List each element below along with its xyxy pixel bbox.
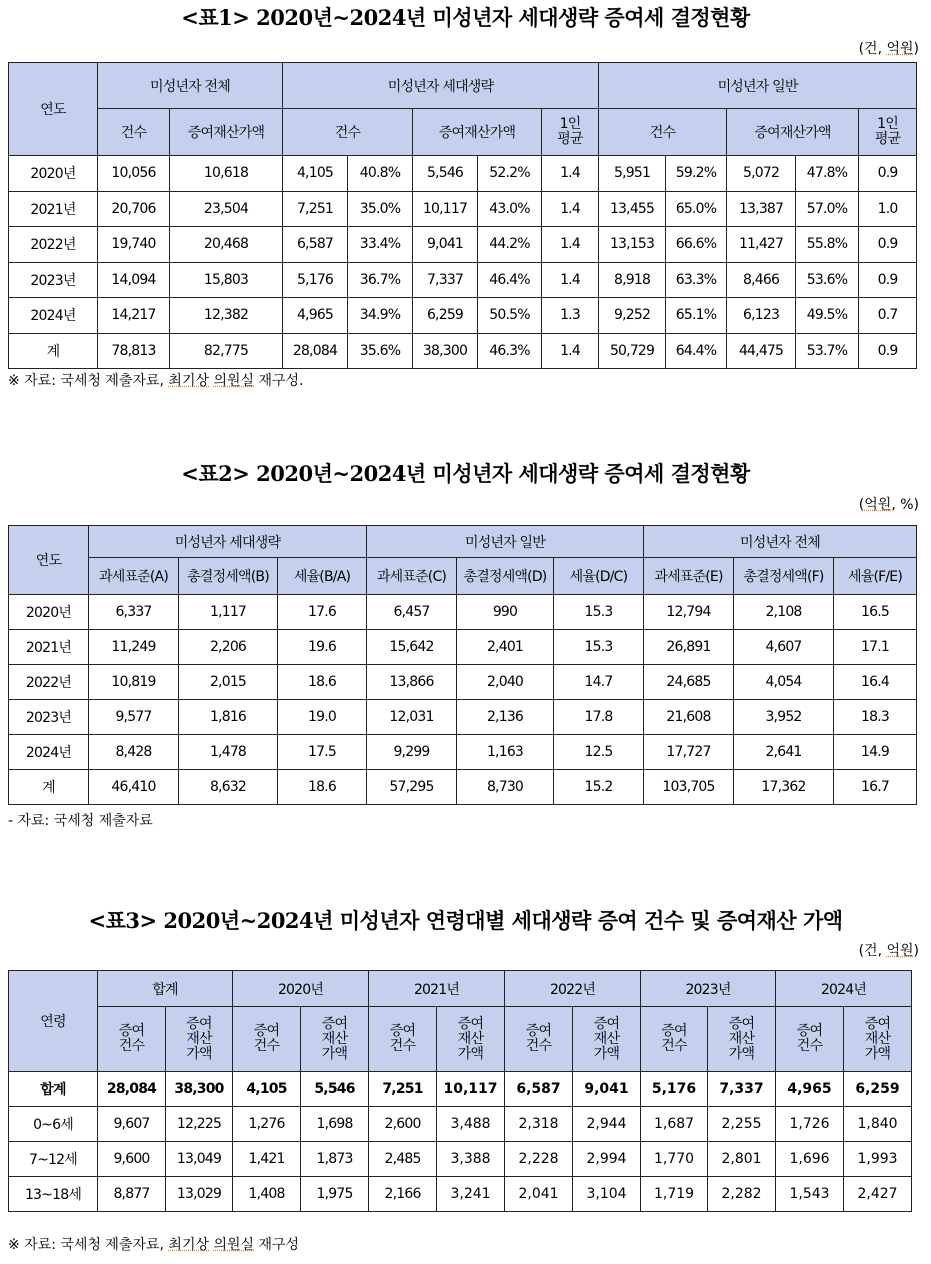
cell-t-cnt: 14,217 bbox=[98, 298, 170, 334]
cell-value: 2,206 bbox=[179, 630, 278, 665]
header-tax-amount-f: 총결정세액(F) bbox=[734, 558, 834, 595]
row-label: 2021년 bbox=[9, 630, 89, 665]
cell-t-cnt: 19,740 bbox=[98, 227, 170, 263]
cell-s-cnt: 6,587 bbox=[283, 227, 348, 263]
cell-s-cnt-pct: 40.8% bbox=[348, 156, 413, 192]
header-count: 건수 bbox=[599, 109, 727, 156]
cell-gift-count: 4,105 bbox=[233, 1072, 301, 1107]
header-tax-amount-b: 총결정세액(B) bbox=[179, 558, 278, 595]
cell-gift-count: 1,421 bbox=[233, 1142, 301, 1177]
header-gift-count: 증여 건수 bbox=[98, 1007, 166, 1072]
cell-g-cnt: 13,455 bbox=[599, 191, 666, 227]
table-row bbox=[9, 227, 917, 263]
cell-g-cnt: 8,918 bbox=[599, 262, 666, 298]
cell-s-cnt: 4,105 bbox=[283, 156, 348, 192]
cell-t-amt: 23,504 bbox=[170, 191, 283, 227]
table-row bbox=[9, 1177, 912, 1212]
cell-gift-amount: 3,488 bbox=[437, 1107, 505, 1142]
cell-t-cnt: 20,706 bbox=[98, 191, 170, 227]
header-avg: 1인 평균 bbox=[542, 109, 599, 156]
cell-s-avg: 1.4 bbox=[542, 191, 599, 227]
cell-value: 12,031 bbox=[367, 700, 457, 735]
cell-g-avg: 0.9 bbox=[859, 262, 917, 298]
cell-value: 16.7 bbox=[834, 770, 917, 805]
cell-value: 21,608 bbox=[644, 700, 734, 735]
cell-s-amt-pct: 46.3% bbox=[478, 333, 542, 369]
cell-value: 12,794 bbox=[644, 595, 734, 630]
cell-value: 2,136 bbox=[457, 700, 554, 735]
cell-value: 17.6 bbox=[278, 595, 367, 630]
cell-s-avg: 1.4 bbox=[542, 262, 599, 298]
cell-s-cnt-pct: 36.7% bbox=[348, 262, 413, 298]
cell-value: 4,054 bbox=[734, 665, 834, 700]
cell-gift-count: 6,587 bbox=[505, 1072, 573, 1107]
cell-gift-count: 1,719 bbox=[641, 1177, 708, 1212]
header-year: 연도 bbox=[9, 63, 98, 156]
cell-value: 9,299 bbox=[367, 735, 457, 770]
table2 bbox=[8, 525, 917, 805]
cell-gift-count: 7,251 bbox=[369, 1072, 437, 1107]
row-label: 2022년 bbox=[9, 665, 89, 700]
cell-value: 9,577 bbox=[89, 700, 179, 735]
cell-s-cnt-pct: 33.4% bbox=[348, 227, 413, 263]
table-row bbox=[9, 770, 917, 805]
cell-gift-amount: 1,975 bbox=[301, 1177, 369, 1212]
header-count: 건수 bbox=[283, 109, 413, 156]
cell-value: 57,295 bbox=[367, 770, 457, 805]
cell-g-amt: 5,072 bbox=[727, 156, 796, 192]
cell-value: 6,457 bbox=[367, 595, 457, 630]
header-group-2023: 2023년 bbox=[641, 971, 776, 1007]
cell-value: 17,727 bbox=[644, 735, 734, 770]
header-group-2024: 2024년 bbox=[776, 971, 912, 1007]
cell-g-cnt: 50,729 bbox=[599, 333, 666, 369]
cell-t-amt: 82,775 bbox=[170, 333, 283, 369]
table3-title: <표3> 2020년~2024년 미성년자 연령대별 세대생략 증여 건수 및 증여재산 가액 bbox=[88, 908, 843, 933]
cell-value: 24,685 bbox=[644, 665, 734, 700]
header-group-2021: 2021년 bbox=[369, 971, 505, 1007]
cell-value: 16.4 bbox=[834, 665, 917, 700]
cell-gift-amount: 1,993 bbox=[844, 1142, 912, 1177]
header-group-total: 미성년자 전체 bbox=[644, 526, 917, 558]
cell-value: 19.6 bbox=[278, 630, 367, 665]
cell-value: 17,362 bbox=[734, 770, 834, 805]
cell-t-amt: 10,618 bbox=[170, 156, 283, 192]
cell-g-cnt: 9,252 bbox=[599, 298, 666, 334]
cell-value: 4,607 bbox=[734, 630, 834, 665]
row-label: 계 bbox=[9, 770, 89, 805]
row-label: 2024년 bbox=[9, 298, 98, 334]
header-tax-base-a: 과세표준(A) bbox=[89, 558, 179, 595]
cell-gift-amount: 2,282 bbox=[708, 1177, 776, 1212]
table-row bbox=[9, 700, 917, 735]
cell-s-cnt: 4,965 bbox=[283, 298, 348, 334]
header-rate-dc: 세율(D/C) bbox=[554, 558, 644, 595]
cell-g-amt-pct: 55.8% bbox=[796, 227, 859, 263]
cell-gift-count: 1,543 bbox=[776, 1177, 844, 1212]
header-gift-count: 증여 건수 bbox=[233, 1007, 301, 1072]
cell-gift-count: 28,084 bbox=[98, 1072, 166, 1107]
header-tax-base-c: 과세표준(C) bbox=[367, 558, 457, 595]
cell-g-cnt-pct: 66.6% bbox=[666, 227, 727, 263]
header-group-skip: 미성년자 세대생략 bbox=[89, 526, 367, 558]
cell-value: 17.1 bbox=[834, 630, 917, 665]
cell-gift-count: 4,965 bbox=[776, 1072, 844, 1107]
table-row bbox=[9, 298, 917, 334]
cell-gift-count: 2,228 bbox=[505, 1142, 573, 1177]
table2-unit: (억원, %) bbox=[858, 497, 919, 513]
header-gift-amount: 증여 재산 가액 bbox=[437, 1007, 505, 1072]
cell-t-amt: 15,803 bbox=[170, 262, 283, 298]
cell-gift-count: 9,607 bbox=[98, 1107, 166, 1142]
cell-s-amt: 10,117 bbox=[413, 191, 478, 227]
table3-source-note: ※ 자료: 국세청 제출자료, 최기상 의원실 재구성 bbox=[8, 1237, 300, 1253]
cell-s-avg: 1.4 bbox=[542, 227, 599, 263]
cell-s-cnt-pct: 35.6% bbox=[348, 333, 413, 369]
cell-gift-count: 1,687 bbox=[641, 1107, 708, 1142]
table3-unit: (건, 억원) bbox=[858, 943, 919, 959]
row-label: 합계 bbox=[9, 1072, 98, 1107]
header-gift-amount: 증여 재산 가액 bbox=[708, 1007, 776, 1072]
table-row bbox=[9, 191, 917, 227]
cell-gift-amount: 10,117 bbox=[437, 1072, 505, 1107]
cell-t-cnt: 78,813 bbox=[98, 333, 170, 369]
row-label: 2023년 bbox=[9, 262, 98, 298]
cell-value: 2,401 bbox=[457, 630, 554, 665]
header-gift-count: 증여 건수 bbox=[369, 1007, 437, 1072]
header-age: 연령 bbox=[9, 971, 98, 1072]
header-amount: 증여재산가액 bbox=[413, 109, 542, 156]
header-group-total: 합계 bbox=[98, 971, 233, 1007]
row-label: 2021년 bbox=[9, 191, 98, 227]
header-rate-fe: 세율(F/E) bbox=[834, 558, 917, 595]
cell-gift-amount: 3,388 bbox=[437, 1142, 505, 1177]
cell-gift-amount: 1,840 bbox=[844, 1107, 912, 1142]
cell-value: 18.3 bbox=[834, 700, 917, 735]
cell-s-amt-pct: 46.4% bbox=[478, 262, 542, 298]
cell-gift-amount: 7,337 bbox=[708, 1072, 776, 1107]
cell-g-avg: 0.9 bbox=[859, 227, 917, 263]
header-tax-base-e: 과세표준(E) bbox=[644, 558, 734, 595]
cell-g-cnt-pct: 63.3% bbox=[666, 262, 727, 298]
cell-value: 1,816 bbox=[179, 700, 278, 735]
cell-value: 17.5 bbox=[278, 735, 367, 770]
cell-g-avg: 0.9 bbox=[859, 333, 917, 369]
cell-value: 2,040 bbox=[457, 665, 554, 700]
cell-gift-count: 2,600 bbox=[369, 1107, 437, 1142]
header-gift-amount: 증여 재산 가액 bbox=[573, 1007, 641, 1072]
cell-value: 990 bbox=[457, 595, 554, 630]
cell-s-cnt: 5,176 bbox=[283, 262, 348, 298]
header-group-skip: 미성년자 세대생략 bbox=[283, 63, 599, 109]
cell-g-amt: 8,466 bbox=[727, 262, 796, 298]
header-group-2022: 2022년 bbox=[505, 971, 641, 1007]
cell-g-amt: 44,475 bbox=[727, 333, 796, 369]
row-label: 2022년 bbox=[9, 227, 98, 263]
header-gift-amount: 증여 재산 가액 bbox=[844, 1007, 912, 1072]
cell-t-cnt: 10,056 bbox=[98, 156, 170, 192]
cell-s-amt-pct: 52.2% bbox=[478, 156, 542, 192]
cell-value: 1,163 bbox=[457, 735, 554, 770]
cell-s-cnt-pct: 34.9% bbox=[348, 298, 413, 334]
cell-g-avg: 1.0 bbox=[859, 191, 917, 227]
cell-gift-count: 9,600 bbox=[98, 1142, 166, 1177]
cell-g-amt-pct: 53.6% bbox=[796, 262, 859, 298]
cell-value: 8,428 bbox=[89, 735, 179, 770]
cell-value: 8,730 bbox=[457, 770, 554, 805]
cell-s-amt: 9,041 bbox=[413, 227, 478, 263]
table-row bbox=[9, 1142, 912, 1177]
cell-value: 8,632 bbox=[179, 770, 278, 805]
cell-t-amt: 20,468 bbox=[170, 227, 283, 263]
cell-gift-amount: 5,546 bbox=[301, 1072, 369, 1107]
table-row bbox=[9, 735, 917, 770]
cell-value: 103,705 bbox=[644, 770, 734, 805]
cell-value: 26,891 bbox=[644, 630, 734, 665]
table1-source-note: ※ 자료: 국세청 제출자료, 최기상 의원실 재구성. bbox=[8, 373, 304, 389]
table-row bbox=[9, 630, 917, 665]
table-row bbox=[9, 333, 917, 369]
header-gift-count: 증여 건수 bbox=[641, 1007, 708, 1072]
cell-g-cnt-pct: 65.1% bbox=[666, 298, 727, 334]
cell-value: 16.5 bbox=[834, 595, 917, 630]
cell-gift-amount: 9,041 bbox=[573, 1072, 641, 1107]
cell-gift-amount: 3,241 bbox=[437, 1177, 505, 1212]
cell-s-amt-pct: 43.0% bbox=[478, 191, 542, 227]
cell-g-amt-pct: 47.8% bbox=[796, 156, 859, 192]
cell-s-amt-pct: 44.2% bbox=[478, 227, 542, 263]
table-row bbox=[9, 156, 917, 192]
header-group-general: 미성년자 일반 bbox=[599, 63, 917, 109]
cell-gift-count: 2,318 bbox=[505, 1107, 573, 1142]
header-group-total: 미성년자 전체 bbox=[98, 63, 283, 109]
table-row bbox=[9, 595, 917, 630]
cell-gift-amount: 2,944 bbox=[573, 1107, 641, 1142]
header-amount: 증여재산가액 bbox=[727, 109, 859, 156]
header-group-general: 미성년자 일반 bbox=[367, 526, 644, 558]
cell-gift-count: 5,176 bbox=[641, 1072, 708, 1107]
cell-gift-amount: 13,049 bbox=[166, 1142, 233, 1177]
cell-value: 1,478 bbox=[179, 735, 278, 770]
cell-value: 15.3 bbox=[554, 630, 644, 665]
cell-gift-amount: 13,029 bbox=[166, 1177, 233, 1212]
cell-gift-count: 8,877 bbox=[98, 1177, 166, 1212]
cell-gift-count: 1,770 bbox=[641, 1142, 708, 1177]
table-row bbox=[9, 1107, 912, 1142]
cell-g-cnt-pct: 64.4% bbox=[666, 333, 727, 369]
cell-g-avg: 0.7 bbox=[859, 298, 917, 334]
cell-gift-amount: 12,225 bbox=[166, 1107, 233, 1142]
row-label: 7~12세 bbox=[9, 1142, 98, 1177]
cell-gift-amount: 38,300 bbox=[166, 1072, 233, 1107]
cell-g-cnt: 13,153 bbox=[599, 227, 666, 263]
cell-s-cnt-pct: 35.0% bbox=[348, 191, 413, 227]
cell-gift-amount: 1,698 bbox=[301, 1107, 369, 1142]
header-amount: 증여재산가액 bbox=[170, 109, 283, 156]
cell-value: 6,337 bbox=[89, 595, 179, 630]
header-rate-ba: 세율(B/A) bbox=[278, 558, 367, 595]
cell-g-amt: 11,427 bbox=[727, 227, 796, 263]
cell-s-amt: 38,300 bbox=[413, 333, 478, 369]
cell-g-amt: 13,387 bbox=[727, 191, 796, 227]
cell-s-avg: 1.4 bbox=[542, 156, 599, 192]
cell-g-cnt: 5,951 bbox=[599, 156, 666, 192]
cell-value: 46,410 bbox=[89, 770, 179, 805]
cell-value: 15,642 bbox=[367, 630, 457, 665]
header-count: 건수 bbox=[98, 109, 170, 156]
cell-gift-amount: 6,259 bbox=[844, 1072, 912, 1107]
table1-unit: (건, 억원) bbox=[858, 41, 919, 57]
cell-s-cnt: 7,251 bbox=[283, 191, 348, 227]
header-tax-amount-d: 총결정세액(D) bbox=[457, 558, 554, 595]
cell-gift-count: 1,276 bbox=[233, 1107, 301, 1142]
cell-value: 1,117 bbox=[179, 595, 278, 630]
cell-gift-amount: 2,427 bbox=[844, 1177, 912, 1212]
cell-gift-amount: 2,801 bbox=[708, 1142, 776, 1177]
row-label: 계 bbox=[9, 333, 98, 369]
row-label: 2020년 bbox=[9, 156, 98, 192]
row-label: 13~18세 bbox=[9, 1177, 98, 1212]
cell-gift-count: 1,726 bbox=[776, 1107, 844, 1142]
table3 bbox=[8, 970, 912, 1212]
cell-g-cnt-pct: 59.2% bbox=[666, 156, 727, 192]
cell-s-amt: 5,546 bbox=[413, 156, 478, 192]
table2-title: <표2> 2020년~2024년 미성년자 세대생략 증여세 결정현황 bbox=[181, 461, 750, 486]
cell-g-amt: 6,123 bbox=[727, 298, 796, 334]
cell-value: 15.2 bbox=[554, 770, 644, 805]
table1 bbox=[8, 62, 917, 369]
cell-value: 2,108 bbox=[734, 595, 834, 630]
cell-g-avg: 0.9 bbox=[859, 156, 917, 192]
cell-s-avg: 1.3 bbox=[542, 298, 599, 334]
cell-gift-count: 2,485 bbox=[369, 1142, 437, 1177]
table-total-row bbox=[9, 1072, 912, 1107]
header-gift-amount: 증여 재산 가액 bbox=[301, 1007, 369, 1072]
cell-gift-count: 2,041 bbox=[505, 1177, 573, 1212]
cell-value: 10,819 bbox=[89, 665, 179, 700]
cell-g-amt-pct: 57.0% bbox=[796, 191, 859, 227]
table2-source-note: - 자료: 국세청 제출자료 bbox=[8, 813, 153, 829]
cell-gift-amount: 3,104 bbox=[573, 1177, 641, 1212]
cell-gift-count: 1,408 bbox=[233, 1177, 301, 1212]
row-label: 0~6세 bbox=[9, 1107, 98, 1142]
cell-t-amt: 12,382 bbox=[170, 298, 283, 334]
header-gift-amount: 증여 재산 가액 bbox=[166, 1007, 233, 1072]
table1-title: <표1> 2020년~2024년 미성년자 세대생략 증여세 결정현황 bbox=[181, 5, 750, 30]
cell-gift-count: 1,696 bbox=[776, 1142, 844, 1177]
cell-value: 13,866 bbox=[367, 665, 457, 700]
cell-g-cnt-pct: 65.0% bbox=[666, 191, 727, 227]
cell-g-amt-pct: 49.5% bbox=[796, 298, 859, 334]
cell-value: 17.8 bbox=[554, 700, 644, 735]
cell-s-amt-pct: 50.5% bbox=[478, 298, 542, 334]
cell-value: 14.9 bbox=[834, 735, 917, 770]
cell-value: 2,641 bbox=[734, 735, 834, 770]
cell-value: 18.6 bbox=[278, 770, 367, 805]
cell-gift-count: 2,166 bbox=[369, 1177, 437, 1212]
row-label: 2020년 bbox=[9, 595, 89, 630]
cell-value: 3,952 bbox=[734, 700, 834, 735]
table-row bbox=[9, 665, 917, 700]
cell-value: 12.5 bbox=[554, 735, 644, 770]
header-year: 연도 bbox=[9, 526, 89, 595]
cell-s-avg: 1.4 bbox=[542, 333, 599, 369]
cell-g-amt-pct: 53.7% bbox=[796, 333, 859, 369]
cell-t-cnt: 14,094 bbox=[98, 262, 170, 298]
cell-value: 18.6 bbox=[278, 665, 367, 700]
row-label: 2024년 bbox=[9, 735, 89, 770]
cell-gift-amount: 2,994 bbox=[573, 1142, 641, 1177]
cell-gift-amount: 1,873 bbox=[301, 1142, 369, 1177]
cell-value: 11,249 bbox=[89, 630, 179, 665]
header-gift-count: 증여 건수 bbox=[776, 1007, 844, 1072]
cell-s-amt: 7,337 bbox=[413, 262, 478, 298]
table-row bbox=[9, 262, 917, 298]
cell-value: 19.0 bbox=[278, 700, 367, 735]
header-avg: 1인 평균 bbox=[859, 109, 917, 156]
cell-value: 15.3 bbox=[554, 595, 644, 630]
header-group-2020: 2020년 bbox=[233, 971, 369, 1007]
row-label: 2023년 bbox=[9, 700, 89, 735]
cell-s-amt: 6,259 bbox=[413, 298, 478, 334]
cell-value: 14.7 bbox=[554, 665, 644, 700]
cell-s-cnt: 28,084 bbox=[283, 333, 348, 369]
header-gift-count: 증여 건수 bbox=[505, 1007, 573, 1072]
cell-value: 2,015 bbox=[179, 665, 278, 700]
cell-gift-amount: 2,255 bbox=[708, 1107, 776, 1142]
